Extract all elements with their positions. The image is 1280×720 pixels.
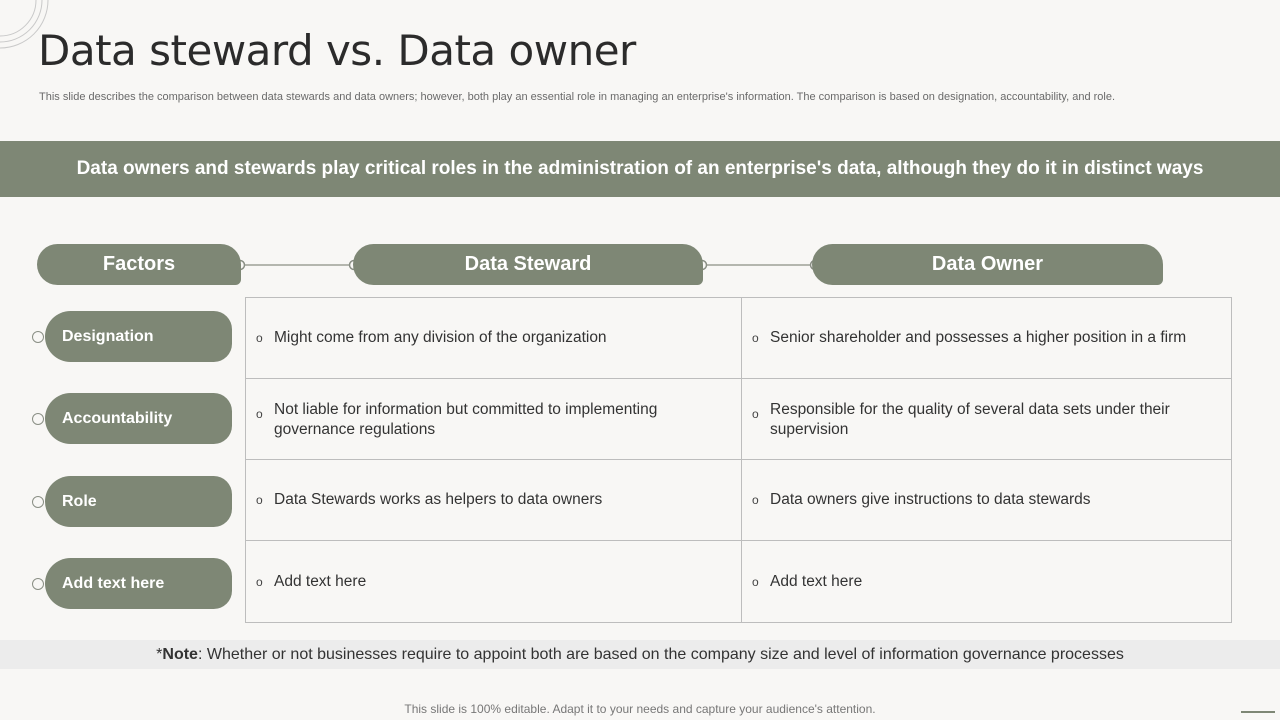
- comparison-table: [245, 297, 1232, 623]
- factor-dot: [32, 496, 44, 508]
- bullet-icon: o: [752, 493, 759, 507]
- factors-header: Factors: [37, 244, 241, 285]
- bullet-icon: o: [752, 574, 759, 589]
- owner-accountability-text: Responsible for the quality of several data sets under their supervision: [770, 401, 1170, 438]
- steward-designation-text: Might come from any division of the organization: [274, 329, 607, 346]
- bullet-icon: o: [256, 331, 263, 345]
- table-cell: [246, 379, 742, 460]
- note-text: : Whether or not businesses require to appoint both are based on the company size and level of information governance processes: [197, 645, 1124, 663]
- factor-role: Role: [45, 476, 232, 527]
- data-owner-header: Data Owner: [812, 244, 1163, 285]
- page-subtitle: This slide describes the comparison between data stewards and data owners; however, both play an essential role in managing an enterprise's information. The comparison is based on designation, accountability, and role.: [39, 91, 1116, 103]
- steward-add-text: Add text here: [274, 572, 367, 590]
- bullet-icon: o: [256, 407, 263, 421]
- factor-dot: [32, 578, 44, 590]
- corner-accent-line: [1241, 711, 1275, 713]
- data-steward-header: Data Steward: [353, 244, 703, 285]
- table-cell: [742, 379, 1231, 460]
- steward-accountability-text: Not liable for information but committed to implementing governance regulations: [274, 401, 658, 438]
- factor-accountability: Accountability: [45, 393, 232, 444]
- bullet-icon: o: [256, 574, 263, 589]
- page-title: Data steward vs. Data owner: [38, 26, 636, 75]
- factor-add-text: Add text here: [45, 558, 232, 609]
- bullet-icon: o: [256, 493, 263, 507]
- table-cell: [742, 460, 1231, 541]
- bullet-icon: o: [752, 407, 759, 421]
- note-bar: [0, 640, 1280, 669]
- factor-dot: [32, 413, 44, 425]
- table-cell: [246, 460, 742, 541]
- table-cell: [246, 541, 742, 622]
- table-cell: [246, 298, 742, 379]
- footer-text: This slide is 100% editable. Adapt it to your needs and capture your audience's attention.: [404, 702, 876, 716]
- note-prefix: *: [156, 645, 163, 663]
- table-cell: [742, 541, 1231, 622]
- factor-designation: Designation: [45, 311, 232, 362]
- banner-text: Data owners and stewards play critical roles in the administration of an enterprise's data, although they do it in distinct ways: [76, 158, 1204, 179]
- bullet-icon: o: [752, 331, 759, 345]
- steward-role-text: Data Stewards works as helpers to data owners: [274, 491, 603, 508]
- owner-designation-text: Senior shareholder and possesses a higher position in a firm: [770, 329, 1187, 346]
- note-label: Note: [162, 645, 198, 663]
- owner-role-text: Data owners give instructions to data stewards: [770, 491, 1091, 508]
- factor-dot: [32, 331, 44, 343]
- table-cell: [742, 298, 1231, 379]
- owner-add-text: Add text here: [770, 572, 863, 590]
